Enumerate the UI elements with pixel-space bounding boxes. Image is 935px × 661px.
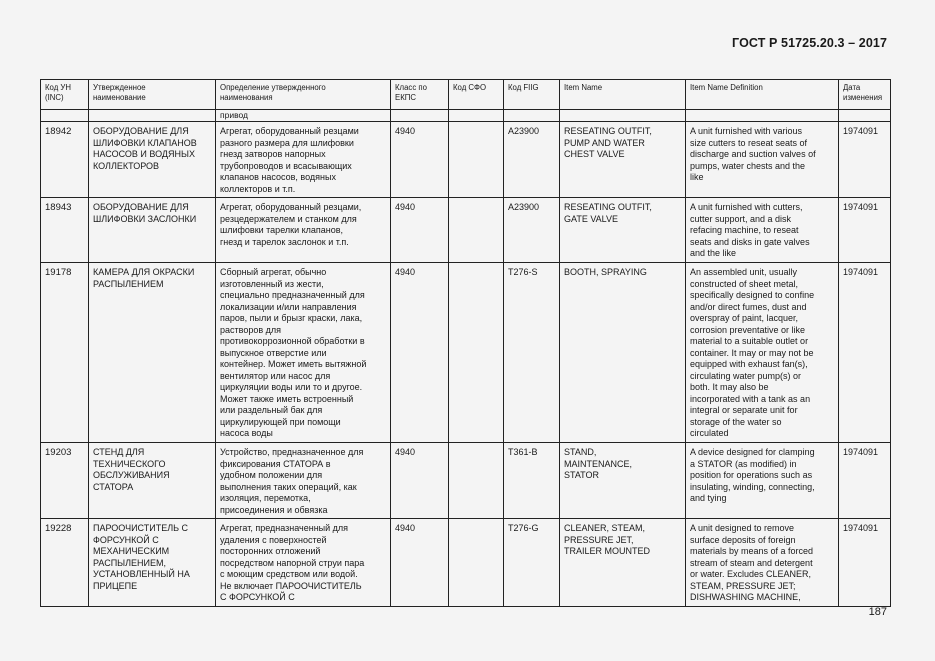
cell-fiig: T361-B bbox=[504, 443, 560, 519]
cell-approved-name: ОБОРУДОВАНИЕ ДЛЯ ШЛИФОВКИ ЗАСЛОНКИ bbox=[89, 198, 216, 263]
cell-sfo bbox=[449, 443, 504, 519]
cell-inc: 18942 bbox=[41, 122, 89, 198]
table-row bbox=[41, 122, 891, 198]
cell-class: 4940 bbox=[391, 263, 449, 443]
cell-class: 4940 bbox=[391, 519, 449, 607]
cell-item-name: RESEATING OUTFIT, PUMP AND WATER CHEST VALVE bbox=[560, 122, 686, 198]
catalog-table bbox=[40, 79, 891, 607]
col-header-approved-name: Утвержденное наименование bbox=[89, 80, 216, 110]
cell-item-name: BOOTH, SPRAYING bbox=[560, 263, 686, 443]
col-header-inc: Код УН (INC) bbox=[41, 80, 89, 110]
cell-definition: Агрегат, оборудованный резцами, резцедержателем и станком для шлифовки тарелки клапанов, гнезд и тарелок заслонок и т.п. bbox=[216, 198, 391, 263]
cell-inc: 19178 bbox=[41, 263, 89, 443]
col-header-change-date: Дата изменения bbox=[839, 80, 891, 110]
table-row bbox=[41, 443, 891, 519]
col-header-item-name-definition: Item Name Definition bbox=[686, 80, 839, 110]
cell-item-name: RESEATING OUTFIT, GATE VALVE bbox=[560, 198, 686, 263]
cell-class: 4940 bbox=[391, 122, 449, 198]
cell-class: 4940 bbox=[391, 443, 449, 519]
col-header-item-name: Item Name bbox=[560, 80, 686, 110]
cell-sfo bbox=[449, 263, 504, 443]
col-header-definition: Определение утвержденного наименования bbox=[216, 80, 391, 110]
col-header-fiig: Код FIIG bbox=[504, 80, 560, 110]
cell-definition: Агрегат, оборудованный резцами разного размера для шлифовки гнезд затворов напорных трубопроводов и всасывающих клапанов насосов, водяных коллекторов и т.п. bbox=[216, 122, 391, 198]
cell-item-name: STAND, MAINTENANCE, STATOR bbox=[560, 443, 686, 519]
cell-approved-name: ОБОРУДОВАНИЕ ДЛЯ ШЛИФОВКИ КЛАПАНОВ НАСОСОВ И ВОДЯНЫХ КОЛЛЕКТОРОВ bbox=[89, 122, 216, 198]
cell-definition: Сборный агрегат, обычно изготовленный из жести, специально предназначенный для локализации и/или направления паров, пыли и брызг краски, лака, растворов для противокоррозионной обработки в выпускное отверстие или контейнер. Может иметь вытяжной вентилятор или насос для циркуляции воды или то и другое. Может также иметь встроенный или раздельный бак для циркулирующей при помощи насоса воды bbox=[216, 263, 391, 443]
cell-class: 4940 bbox=[391, 198, 449, 263]
cell-sfo bbox=[449, 198, 504, 263]
cell-fiig: T276-S bbox=[504, 263, 560, 443]
cell-change-date: 1974091 bbox=[839, 263, 891, 443]
cell-definition: Устройство, предназначенное для фиксирования СТАТОРА в удобном положении для выполнения таких операций, как изоляция, перемотка, присоединения и обвязка bbox=[216, 443, 391, 519]
cell-sfo bbox=[449, 519, 504, 607]
col-header-class: Класс по ЕКПС bbox=[391, 80, 449, 110]
cell-definition: Агрегат, предназначенный для удаления с поверхностей посторонних отложений посредством напорной струи пара с моющим средством или водой. Не включает ПАРООЧИСТИТЕЛЬ С ФОРСУНКОЙ С bbox=[216, 519, 391, 607]
continuation-text: привод bbox=[216, 110, 391, 122]
cell-inc: 18943 bbox=[41, 198, 89, 263]
cell-item-name-definition: A device designed for clamping a STATOR (as modified) in position for operations such as insulating, winding, connecting, and tying bbox=[686, 443, 839, 519]
continuation-row bbox=[41, 110, 891, 122]
table-row bbox=[41, 198, 891, 263]
page-number: 187 bbox=[868, 606, 887, 618]
document-code: ГОСТ Р 51725.20.3 – 2017 bbox=[732, 36, 887, 50]
col-header-sfo: Код СФО bbox=[449, 80, 504, 110]
cell-approved-name: ПАРООЧИСТИТЕЛЬ С ФОРСУНКОЙ С МЕХАНИЧЕСКИМ РАСПЫЛЕНИЕМ, УСТАНОВЛЕННЫЙ НА ПРИЦЕПЕ bbox=[89, 519, 216, 607]
cell-change-date: 1974091 bbox=[839, 198, 891, 263]
table-row bbox=[41, 263, 891, 443]
cell-change-date: 1974091 bbox=[839, 519, 891, 607]
cell-item-name-definition: A unit furnished with various size cutters to reseat seats of discharge and suction valves of pumps, water chests and the like bbox=[686, 122, 839, 198]
cell-item-name-definition: A unit furnished with cutters, cutter support, and a disk refacing machine, to reseat seats and disks in gate valves and the like bbox=[686, 198, 839, 263]
table-row bbox=[41, 519, 891, 607]
cell-item-name-definition: A unit designed to remove surface deposits of foreign materials by means of a forced stream of steam and detergent or water. Excludes CLEANER, STEAM, PRESSURE JET; DISHWASHING MACHINE, bbox=[686, 519, 839, 607]
cell-item-name: CLEANER, STEAM, PRESSURE JET, TRAILER MOUNTED bbox=[560, 519, 686, 607]
cell-item-name-definition: An assembled unit, usually constructed of sheet metal, specifically designed to confine and/or direct fumes, dust and overspray of paint, lacquer, corrosion preventative or like material to a suitable outlet or container. It may or may not be equipped with exhaust fan(s), circulating water pump(s) or both. It may also be incorporated with a tank as an integral or separate unit for storage of the water so circulated bbox=[686, 263, 839, 443]
cell-fiig: A23900 bbox=[504, 122, 560, 198]
cell-approved-name: КАМЕРА ДЛЯ ОКРАСКИ РАСПЫЛЕНИЕМ bbox=[89, 263, 216, 443]
cell-change-date: 1974091 bbox=[839, 443, 891, 519]
cell-sfo bbox=[449, 122, 504, 198]
cell-inc: 19203 bbox=[41, 443, 89, 519]
table-header-row bbox=[41, 80, 891, 110]
cell-inc: 19228 bbox=[41, 519, 89, 607]
cell-fiig: T276-G bbox=[504, 519, 560, 607]
cell-approved-name: СТЕНД ДЛЯ ТЕХНИЧЕСКОГО ОБСЛУЖИВАНИЯ СТАТОРА bbox=[89, 443, 216, 519]
cell-change-date: 1974091 bbox=[839, 122, 891, 198]
cell-fiig: A23900 bbox=[504, 198, 560, 263]
